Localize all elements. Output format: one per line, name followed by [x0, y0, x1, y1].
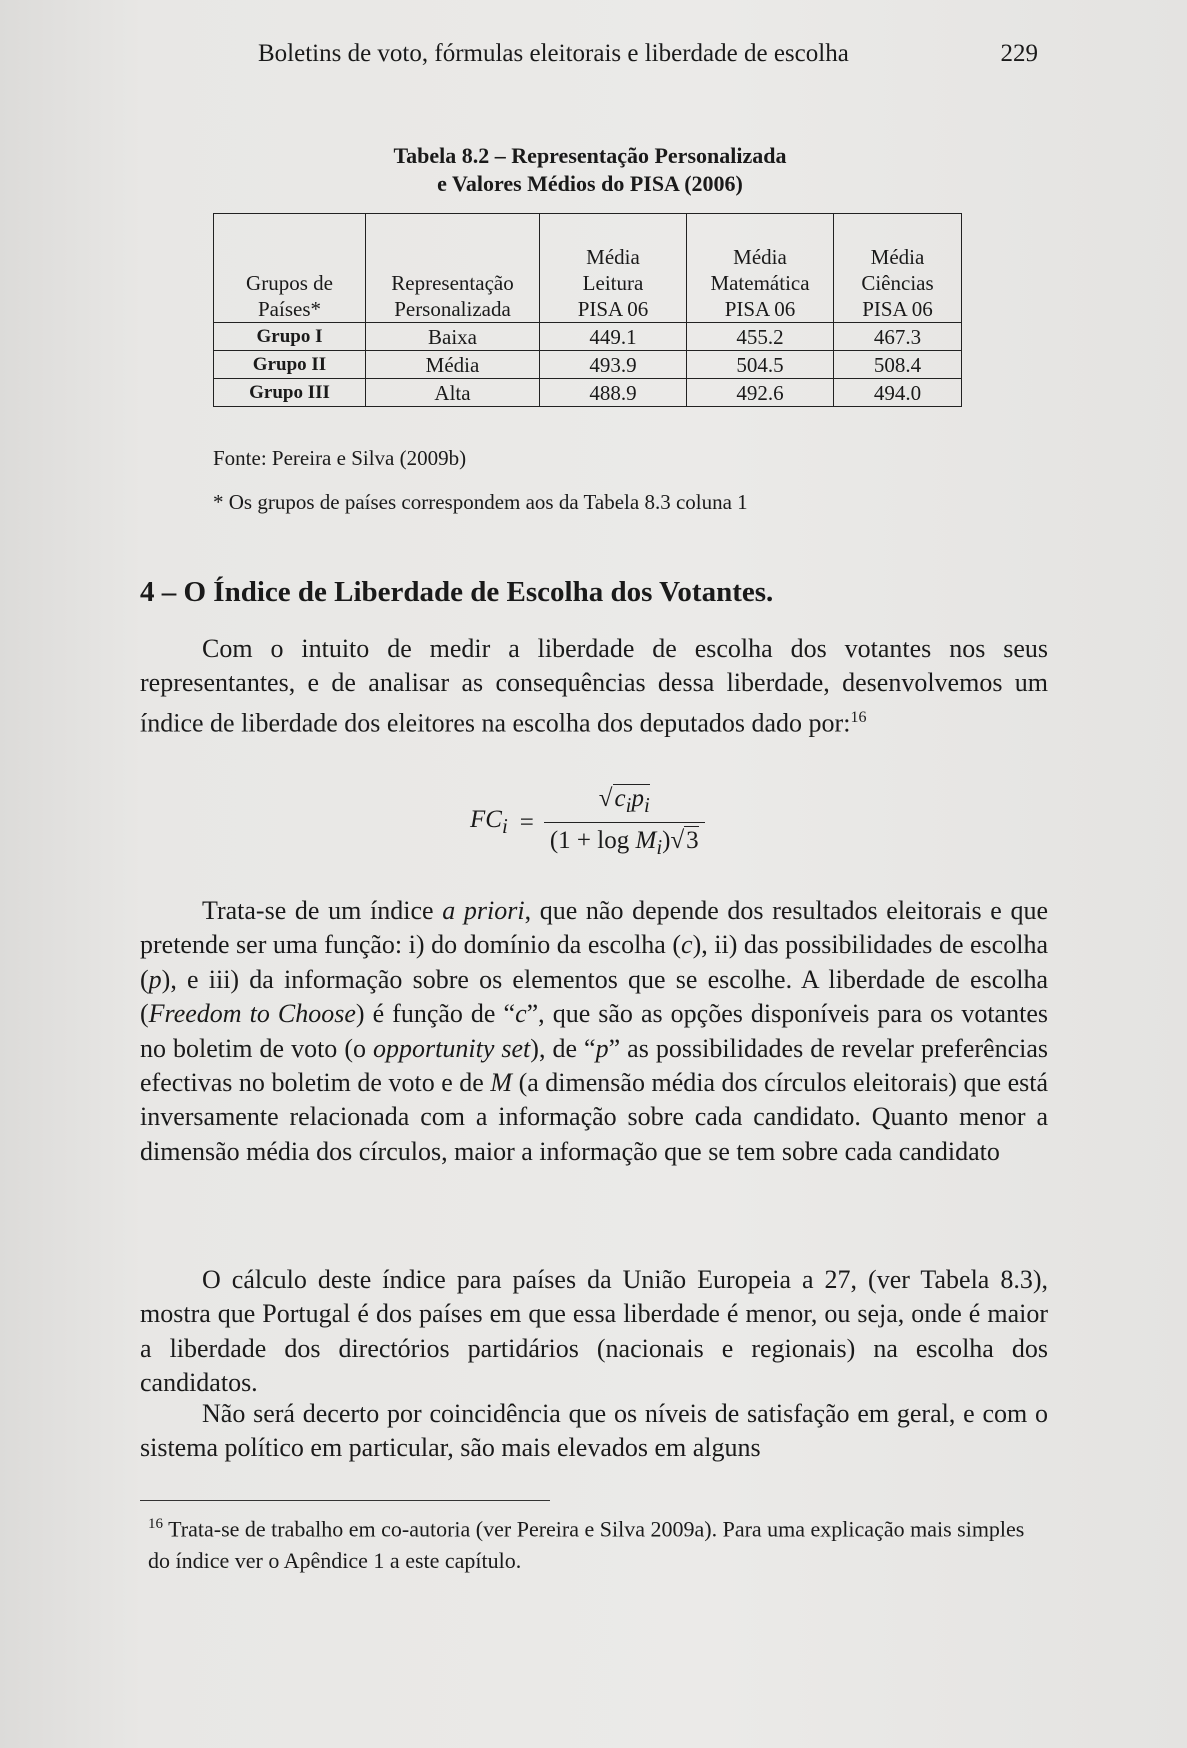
table-cell: Grupo III	[214, 379, 366, 407]
table-cell: 508.4	[834, 351, 962, 379]
table-cell: 455.2	[687, 323, 834, 351]
paragraph-portugal: O cálculo deste índice para países da União Europeia a 27, (ver Tabela 8.3), mostra que Portugal é dos países em que essa liberdade é menor, ou seja, onde é maior a liberdade dos directórios partidários (nacionais e regionais) na escolha dos candidatos.	[140, 1265, 1048, 1398]
table-note: * Os grupos de países correspondem aos da Tabela 8.3 coluna 1	[213, 490, 748, 514]
paragraph-satisfaction: Não será decerto por coincidência que os níveis de satisfação em geral, e com o sistema político em particular, são mais elevados em alguns	[140, 1399, 1048, 1463]
page-number: 229	[1000, 40, 1038, 67]
table-cell: 492.6	[687, 379, 834, 407]
table-caption-line-1: Tabela 8.2 – Representação Personalizada	[393, 143, 787, 168]
footnote-text: Trata-se de trabalho em co-autoria (ver Pereira e Silva 2009a). Para uma explicação mais simples do índice ver o Apêndice 1 a este capítulo.	[148, 1516, 1025, 1574]
table-cell: Média	[366, 351, 540, 379]
section-heading: 4 – O Índice de Liberdade de Escolha dos Votantes.	[140, 576, 774, 608]
footnote	[148, 1508, 1048, 1577]
table-header-row	[214, 214, 962, 323]
header-cell-representation: Representação Personalizada	[366, 214, 540, 323]
paragraph-definition: Trata-se de um índice a priori, que não depende dos resultados eleitorais e que pretende ser uma função: i) do domínio da escolha (c), ii) das possibilidades de escolha (p), e iii) da informação sobre os elementos que se escolhe. A liberdade de escolha (Freedom to Choose) é função de “c”, que são as opções disponíveis para os votantes no boletim de voto (o opportunity set), de “p” as possibilidades de revelar preferências efectivas no boletim de voto e de M (a dimensão média dos círculos eleitorais) que está inversamente relacionada com a informação sobre cada candidato. Quanto menor a dimensão média dos círculos, maior a informação que se tem sobre cada candidato	[140, 896, 1049, 1166]
table-row	[214, 323, 962, 351]
table-cell: Grupo I	[214, 323, 366, 351]
table-row	[214, 351, 962, 379]
header-cell-reading: Média Leitura PISA 06	[540, 214, 687, 323]
table-cell: 467.3	[834, 323, 962, 351]
footnote-ref: 16	[850, 708, 867, 726]
table-cell: 488.9	[540, 379, 687, 407]
formula-lhs: $FC_i$	[470, 806, 508, 838]
formula-fraction	[544, 785, 705, 860]
running-title: Boletins de voto, fórmulas eleitorais e liberdade de escolha	[258, 40, 849, 67]
formula-denominator: $(1 + \log M_i)√3$	[544, 822, 705, 860]
pisa-table	[213, 213, 962, 407]
table-source: Fonte: Pereira e Silva (2009b)	[213, 446, 467, 470]
table-cell: 504.5	[687, 351, 834, 379]
table-caption-line-2: e Valores Médios do PISA (2006)	[437, 171, 743, 196]
header-cell-groups: Grupos de Países*	[214, 214, 366, 323]
paragraph-intro-text: Com o intuito de medir a liberdade de escolha dos votantes nos seus representantes, e de analisar as consequências dessa liberdade, desenvolvemos um índice de liberdade dos eleitores na escolha dos deputados dado por:	[140, 634, 1048, 738]
table-cell: 494.0	[834, 379, 962, 407]
table-cell: Grupo II	[214, 351, 366, 379]
running-header	[258, 40, 1038, 68]
header-cell-math: Média Matemática PISA 06	[687, 214, 834, 323]
table-cell: Baixa	[366, 323, 540, 351]
table-cell: 449.1	[540, 323, 687, 351]
table-caption	[300, 142, 880, 198]
footnote-divider	[140, 1500, 550, 1501]
footnote-number: 16	[148, 1516, 163, 1532]
table-row	[214, 379, 962, 407]
table-cell: Alta	[366, 379, 540, 407]
formula-numerator: $√c_ip_i$	[598, 785, 650, 817]
paragraph-intro	[140, 632, 1048, 741]
table-cell: 493.9	[540, 351, 687, 379]
header-cell-science: Média Ciências PISA 06	[834, 214, 962, 323]
fc-formula: $FC_i$ = $\frac{√c_ip_i}{(1 + \log M_i)√3}$	[470, 785, 705, 860]
